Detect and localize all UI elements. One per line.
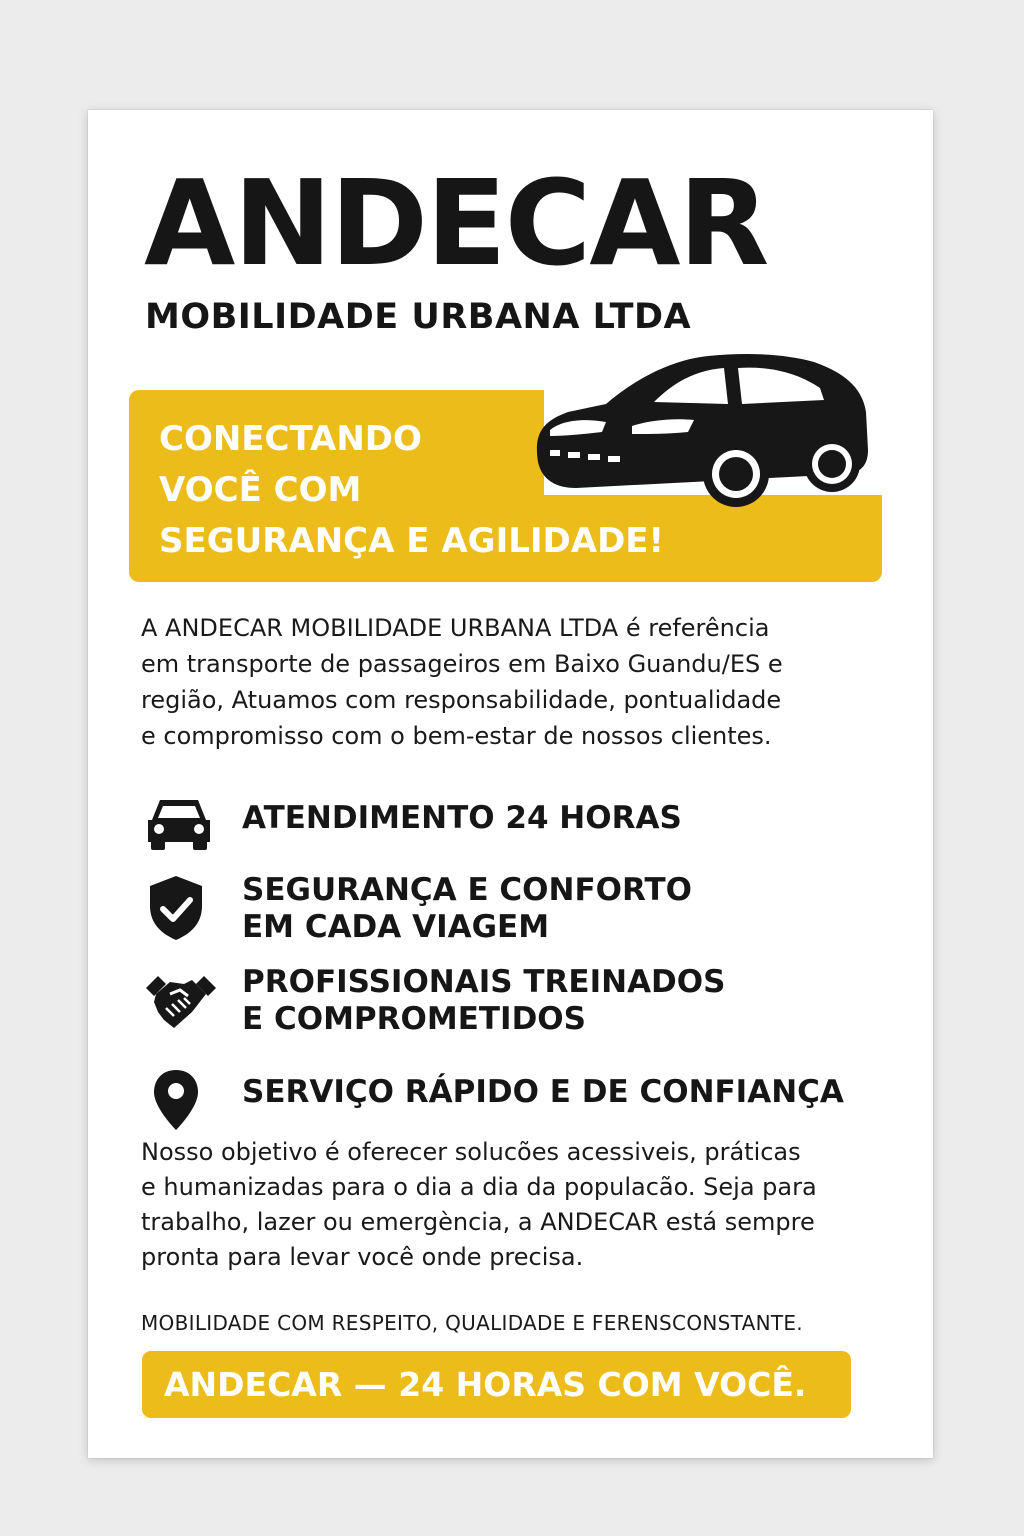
car-icon [528, 350, 873, 520]
brand-subtitle: MOBILIDADE URBANA LTDA [145, 297, 692, 337]
map-pin-icon [144, 1068, 208, 1132]
closing-paragraph: Nosso objetivo é oferecer solucões acessiveis, práticas e humanizadas para o dia a dia da populacão. Seja para trabalho, lazer ou emergència, a ANDECAR está sempre pronta para levar você onde precisa. [141, 1138, 817, 1271]
feature-label: SERVIÇO RÁPIDO E DE CONFIANÇA [242, 1074, 844, 1110]
slogan-text: CONECTANDO VOCÊ COM SEGURANÇA E AGILIDADE! [159, 419, 665, 561]
feature-label: SEGURANÇA E CONFORTO EM CADA VIAGEM [242, 872, 692, 945]
poster [88, 110, 933, 1458]
tagline: MOBILIDADE COM RESPEITO, QUALIDADE E FERENSCONSTANTE. [141, 1311, 803, 1335]
shield-check-icon [144, 874, 208, 942]
cta-banner [142, 1351, 851, 1418]
cta-text: ANDECAR — 24 HORAS COM VOCÊ. [164, 1365, 807, 1404]
feature-label: ATENDIMENTO 24 HORAS [242, 800, 682, 836]
handshake-icon [144, 972, 218, 1032]
intro-paragraph: A ANDECAR MOBILIDADE URBANA LTDA é referência em transporte de passageiros em Baixo Guandu/ES e região, Atuamos com responsabilidade, pontualidade e compromisso com o bem-estar de nossos clientes. [141, 614, 783, 750]
car-icon [144, 794, 214, 852]
brand-title: ANDECAR [144, 154, 768, 292]
feature-label: PROFISSIONAIS TREINADOS E COMPROMETIDOS [242, 964, 726, 1037]
